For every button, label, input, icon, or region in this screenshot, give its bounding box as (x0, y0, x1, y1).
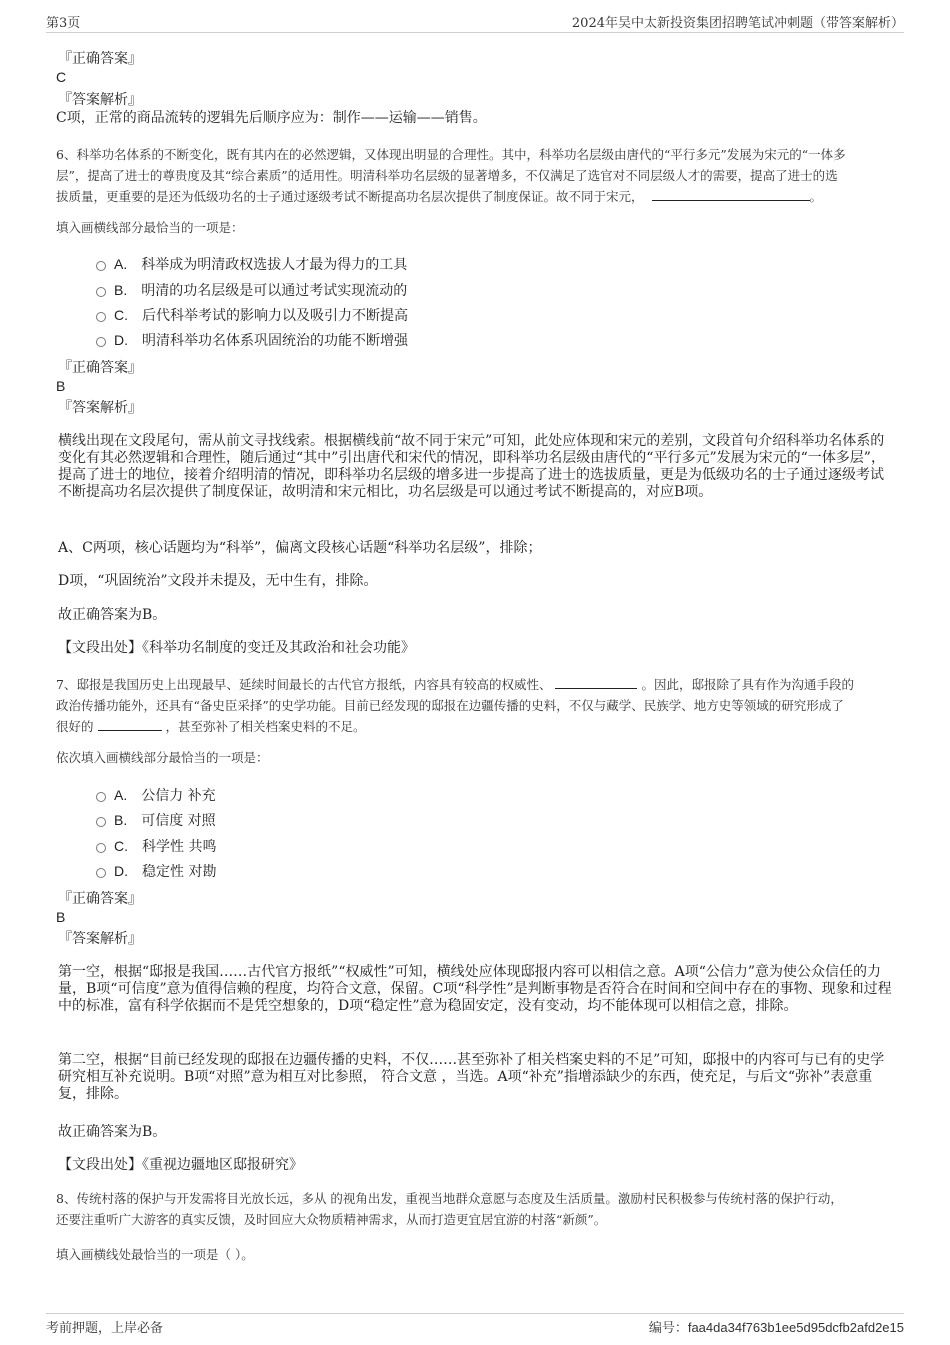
q6-source: 【文段出处】《科举功名制度的变迁及其政治和社会功能》 (58, 640, 415, 656)
q6-blank (652, 188, 810, 201)
q6-correct-value: B (56, 378, 66, 394)
q6-stem-end: 。 (809, 189, 823, 204)
option-key: D. (114, 863, 128, 879)
q7-stem-line2: 政治传播功能外，还具有“备史臣采择”的史学功能。目前已经发现的邸报在边疆传播的史料，不仅与藏学、民族学、地方史等领域的研究形成了 (56, 698, 844, 713)
q7-correct-label: 『正确答案』 (58, 891, 142, 907)
page-header (46, 12, 904, 33)
footer-code-value: faa4da34f763b1ee5d95dcfb2afd2e15 (687, 1320, 904, 1335)
footer-slogan: 考前押题，上岸必备 (46, 1321, 164, 1336)
q7-stem-line3-a: 很好的 (56, 719, 94, 734)
radio-icon[interactable] (96, 287, 106, 297)
radio-icon[interactable] (96, 337, 106, 347)
q8-stem (56, 1188, 906, 1230)
q6-analysis-p4: 故正确答案为B。 (58, 607, 167, 623)
option-text: 科举成为明清政权选拔人才最为得力的工具 (141, 257, 408, 273)
q7-analysis-p3: 故正确答案为B。 (58, 1124, 167, 1140)
option-text: 明清的功名层级是可以通过考试实现流动的 (141, 283, 408, 299)
q7-stem-line1-a: 7、邸报是我国历史上出现最早、延续时间最长的古代官方报纸，内容具有较高的权威性、 (56, 677, 552, 692)
prev-analysis-label: 『答案解析』 (58, 92, 142, 108)
option-text: 公信力 补充 (141, 788, 216, 804)
q6-stem-line3 (56, 186, 906, 207)
q7-prompt: 依次填入画横线部分最恰当的一项是： (56, 750, 269, 765)
q7-stem-line1-b: 。因此，邸报除了具有作为沟通手段的 (641, 677, 854, 692)
option-key: B. (114, 812, 128, 828)
radio-icon[interactable] (96, 868, 106, 878)
q7-stem (56, 674, 906, 737)
option-key: D. (114, 332, 128, 348)
option-key: A. (114, 256, 128, 272)
option-text: 稳定性 对勘 (142, 864, 217, 880)
q6-correct-label: 『正确答案』 (58, 360, 142, 376)
q7-stem-line1 (56, 674, 906, 695)
option-text: 科学性 共鸣 (142, 839, 217, 855)
q6-option-b[interactable] (96, 281, 407, 300)
footer-code-label: 编号： (648, 1321, 688, 1336)
q6-analysis-p1: 横线出现在文段尾句，需从前文寻找线索。根据横线前“故不同于宋元”可知，此处应体现和宋元的差别，文段首句介绍科举功名体系的变化有其必然逻辑和合理性，随后通过“其中”引出唐代和宋代的情况，即科举功名层级由唐代的“平行多元”发展为宋元的“一体多层”，提高了进士的地位，接着介绍明清的情况，即科举功名层级的增多进一步提高了进士的选拔质量，更是为低级功名的士子通过逐级考试不断提高功名层次提供了制度保证，故明清和宋元相比，功名层级是可以通过考试不断提高的，对应B项。 (58, 433, 885, 500)
page-number: 第3页 (46, 16, 81, 31)
option-key: A. (114, 787, 128, 803)
q6-option-c[interactable] (96, 306, 408, 325)
q7-option-c[interactable] (96, 837, 216, 856)
q6-stem (56, 144, 906, 207)
radio-icon[interactable] (96, 312, 106, 322)
q6-option-a[interactable] (96, 255, 407, 274)
radio-icon[interactable] (96, 817, 106, 827)
option-text: 明清科举功名体系巩固统治的功能不断增强 (142, 333, 408, 349)
footer-code (649, 1317, 904, 1336)
option-key: C. (114, 307, 128, 323)
prev-analysis-text: C项，正常的商品流转的逻辑先后顺序应为：制作——运输——销售。 (56, 110, 487, 126)
q8-stem-line2: 还要注重听广大游客的真实反馈，及时回应大众物质精神需求，从而打造更宜居宜游的村落“新颜”。 (56, 1212, 607, 1227)
document-title: 2024年吴中太新投资集团招聘笔试冲刺题（带答案解析） (571, 16, 904, 31)
q8-stem-line1: 8、传统村落的保护与开发需将目光放长远，多从 的视角出发，重视当地群众意愿与态度及生活质量。激励村民积极参与传统村落的保护行动， (56, 1191, 843, 1206)
q7-analysis-label: 『答案解析』 (58, 931, 142, 947)
q7-analysis-p1: 第一空，根据“邸报是我国……古代官方报纸”“权威性”可知，横线处应体现邸报内容可以相信之意。A项“公信力”意为使公众信任的力量，B项“可信度”意为值得信赖的程度，均符合文意，保留。C项“科学性”是判断事物是否符合在时间和空间中存在的事物、现象和过程中的标准，富有科学依据而不是凭空想象的，D项“稳定性”意为稳固安定，没有变动，均不能体现可以相信之意，排除。 (58, 964, 892, 1014)
q6-analysis-p3: D项，“巩固统治”文段并未提及，无中生有，排除。 (58, 573, 378, 589)
q6-stem-line2: 层”，提高了进士的尊贵度及其“综合素质”的适用性。明清科举功名层级的显著增多，不仅满足了选官对不同层级人才的需要，提高了进士的选 (56, 168, 838, 183)
option-text: 后代科举考试的影响力以及吸引力不断提高 (142, 308, 408, 324)
q8-prompt: 填入画横线处最恰当的一项是（ ）。 (56, 1247, 254, 1262)
radio-icon[interactable] (96, 261, 106, 271)
q6-stem-line3-text: 拔质量，更重要的是还为低级功名的士子通过逐级考试不断提高功名层次提供了制度保证。故不同于宋元， (56, 189, 644, 204)
prev-correct-label: 『正确答案』 (58, 51, 142, 67)
q6-analysis-p2: A、C两项，核心话题均为“科举”，偏离文段核心话题“科举功名层级”，排除； (58, 540, 542, 556)
q7-correct-value: B (56, 909, 66, 925)
q6-prompt: 填入画横线部分最恰当的一项是： (56, 220, 244, 235)
q7-blank-1 (555, 676, 637, 689)
option-key: B. (114, 282, 128, 298)
radio-icon[interactable] (96, 792, 106, 802)
radio-icon[interactable] (96, 843, 106, 853)
q7-blank-2 (98, 718, 162, 731)
q7-option-d[interactable] (96, 862, 216, 881)
q7-stem-line3-b: ，甚至弥补了相关档案史料的不足。 (165, 719, 366, 734)
q7-analysis-p2: 第二空，根据“目前已经发现的邸报在边疆传播的史料，不仅……甚至弥补了相关档案史料的不足”可知，邸报中的内容可与已有的史学研究相互补充说明。B项“对照”意为相互对比参照， 符合文意 ，当选。A项“补充”指增添缺少的东西，使充足，与后文“弥补”表意重复，排除。 (58, 1052, 885, 1102)
prev-correct-value: C (56, 69, 67, 85)
q6-stem-line1: 6、科举功名体系的不断变化，既有其内在的必然逻辑，又体现出明显的合理性。其中，科举功名层级由唐代的“平行多元”发展为宋元的“一体多 (56, 147, 846, 162)
option-text: 可信度 对照 (141, 813, 216, 829)
q6-option-d[interactable] (96, 331, 408, 350)
page-footer (46, 1313, 904, 1336)
q7-option-b[interactable] (96, 811, 216, 830)
q7-option-a[interactable] (96, 786, 216, 805)
option-key: C. (114, 838, 128, 854)
q7-source: 【文段出处】《重视边疆地区邸报研究》 (58, 1157, 303, 1173)
q7-stem-line3 (56, 716, 906, 737)
q6-analysis-label: 『答案解析』 (58, 400, 142, 416)
